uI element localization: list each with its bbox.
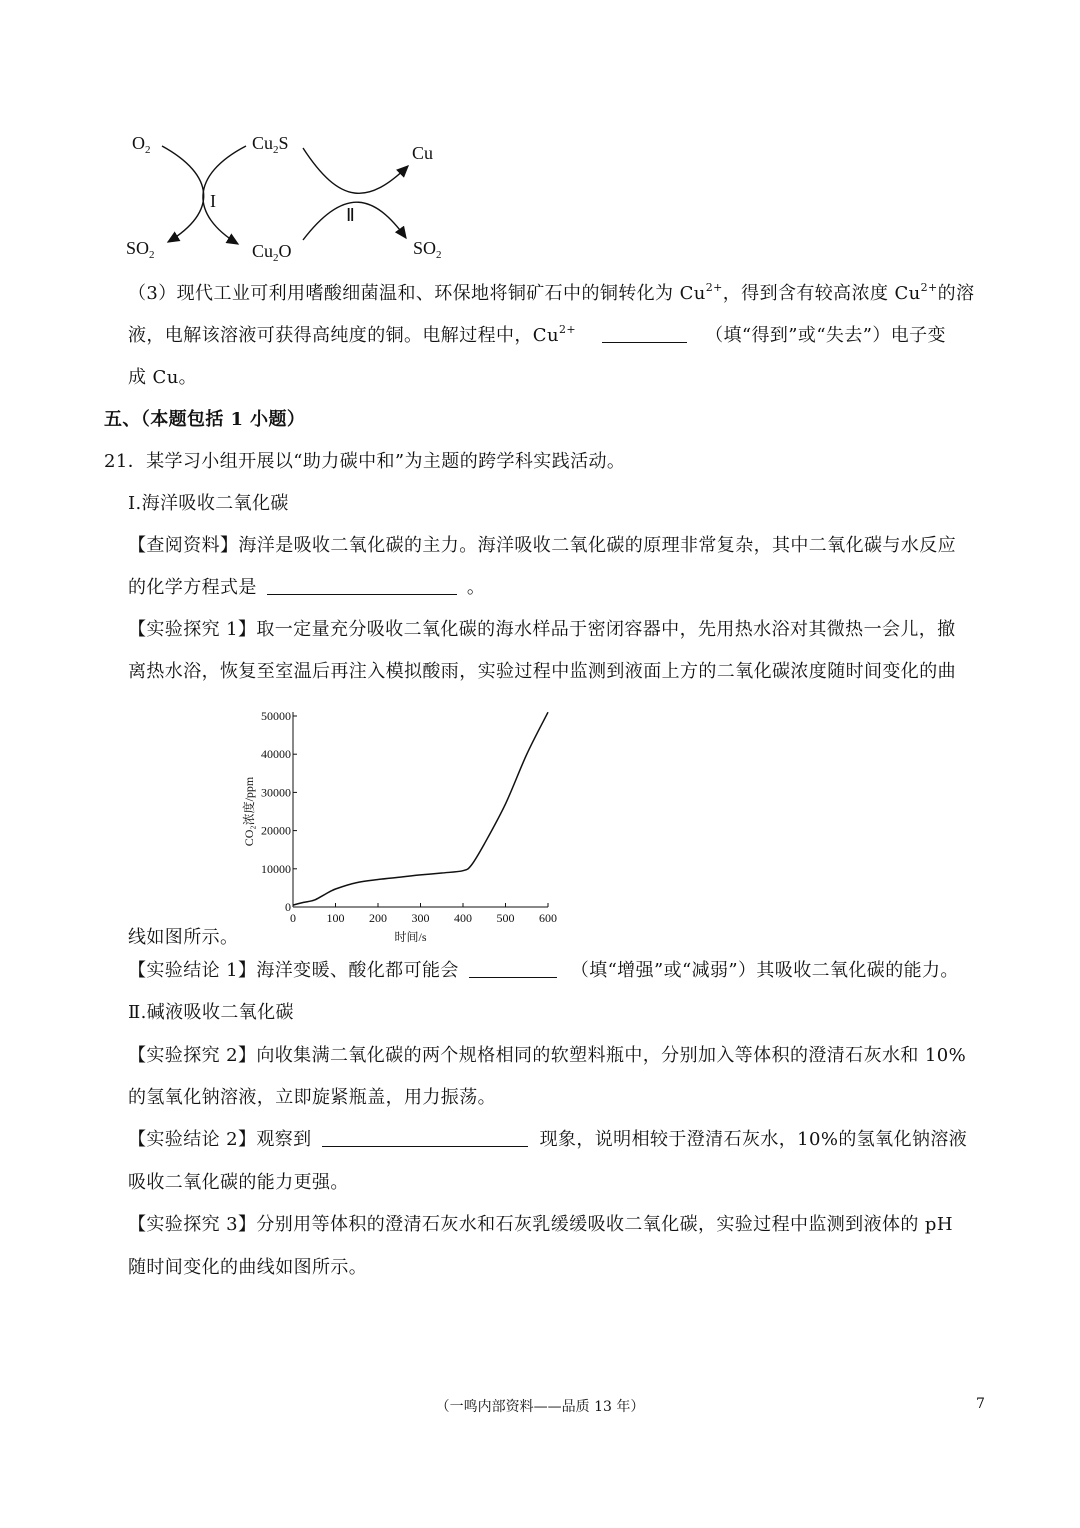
y-tick-label: 20000 [261, 823, 291, 838]
q21-part1-title: Ⅰ.海洋吸收二氧化碳 [128, 493, 289, 514]
reaction-arrows [0, 0, 480, 280]
y-tick-label: 50000 [261, 709, 291, 723]
chart-ticks [261, 709, 557, 925]
label-so2-right: $SO_2$ [413, 238, 442, 261]
y-tick-label: 40000 [261, 747, 291, 762]
label-cu: Cu [412, 143, 434, 163]
answer-blank-q3[interactable] [602, 324, 687, 343]
chart-axes [293, 712, 548, 907]
label-step-2: Ⅱ [346, 205, 355, 225]
q21-reference-line-2: 的化学方程式是 。 [128, 577, 486, 598]
label-o2: $O_2$ [132, 133, 151, 156]
q21-exp1-line-3: 线如图所示。 [128, 927, 239, 948]
answer-blank-conclusion-2[interactable] [322, 1128, 528, 1147]
q21-exp2-line-2: 的氢氧化钠溶液，立即旋紧瓶盖，用力振荡。 [128, 1087, 496, 1108]
q21-exp3-line-2: 随时间变化的曲线如图所示。 [128, 1257, 368, 1278]
co2-series-line [293, 712, 548, 905]
label-so2-left: $SO_2$ [126, 238, 155, 261]
q21-exp1-line-2: 离热水浴，恢复至室温后再注入模拟酸雨，实验过程中监测到液面上方的二氧化碳浓度随时间变化的曲 [128, 661, 956, 682]
footer-note: （一鸣内部资料——品质 13 年） [435, 1399, 645, 1415]
x-tick-label: 100 [326, 911, 345, 925]
x-tick-label: 300 [411, 911, 430, 925]
x-tick-label: 0 [290, 911, 296, 925]
q21-reference-line-1: 【查阅资料】海洋是吸收二氧化碳的主力。海洋吸收二氧化碳的原理非常复杂，其中二氧化碳与水反应 [128, 535, 956, 556]
y-tick-label: 10000 [261, 861, 291, 876]
q3-line-2: 液，电解该溶液可获得高纯度的铜。电解过程中，$Cu^{2+}$ （填“得到”或“失去”）电子变 [128, 323, 946, 346]
answer-blank-equation[interactable] [267, 576, 457, 595]
q3-line-1: （3）现代工业可利用嗜酸细菌温和、环保地将铜矿石中的铜转化为 $Cu^{2+}$，得到含有较高浓度 $Cu^{2+}$的溶 [128, 281, 975, 304]
y-tick-label: 30000 [261, 785, 291, 800]
x-tick-label: 600 [539, 911, 557, 925]
x-tick-label: 500 [496, 911, 515, 925]
q21-conclusion-1: 【实验结论 1】海洋变暖、酸化都可能会 （填“增强”或“减弱”）其吸收二氧化碳的能力。 [128, 960, 959, 981]
y-tick-label: 0 [285, 900, 291, 914]
q21-stem: 21．某学习小组开展以“助力碳中和”为主题的跨学科实践活动。 [104, 451, 626, 472]
q21-conclusion-2-line-2: 吸收二氧化碳的能力更强。 [128, 1172, 349, 1193]
section-5-heading: 五、（本题包括 1 小题） [104, 409, 306, 430]
q21-exp3-line-1: 【实验探究 3】分别用等体积的澄清石灰水和石灰乳缓缓吸收二氧化碳，实验过程中监测到液体的 pH [128, 1214, 953, 1235]
page-number: 7 [976, 1396, 985, 1412]
q21-part2-title: Ⅱ.碱液吸收二氧化碳 [128, 1002, 294, 1023]
co2-concentration-chart [236, 700, 576, 950]
q3-line-3: 成 Cu。 [128, 367, 198, 388]
q21-conclusion-2-line-1: 【实验结论 2】观察到 现象，说明相较于澄清石灰水，10%的氢氧化钠溶液 [128, 1129, 968, 1150]
label-cu2o: $Cu_2O$ [252, 241, 292, 264]
label-step-1: I [210, 191, 216, 211]
chart-x-axis-label: 时间/s [394, 930, 427, 944]
chart-y-axis-label: CO₂浓度/ppm [242, 776, 256, 847]
label-cu2s: $Cu_2S$ [252, 133, 289, 156]
q21-exp1-line-1: 【实验探究 1】取一定量充分吸收二氧化碳的海水样品于密闭容器中，先用热水浴对其微热一会儿，撤 [128, 619, 956, 640]
x-tick-label: 400 [454, 911, 472, 925]
x-tick-label: 200 [369, 911, 387, 925]
q21-exp2-line-1: 【实验探究 2】向收集满二氧化碳的两个规格相同的软塑料瓶中，分别加入等体积的澄清石灰水和 10% [128, 1045, 967, 1066]
answer-blank-conclusion-1[interactable] [469, 959, 557, 978]
